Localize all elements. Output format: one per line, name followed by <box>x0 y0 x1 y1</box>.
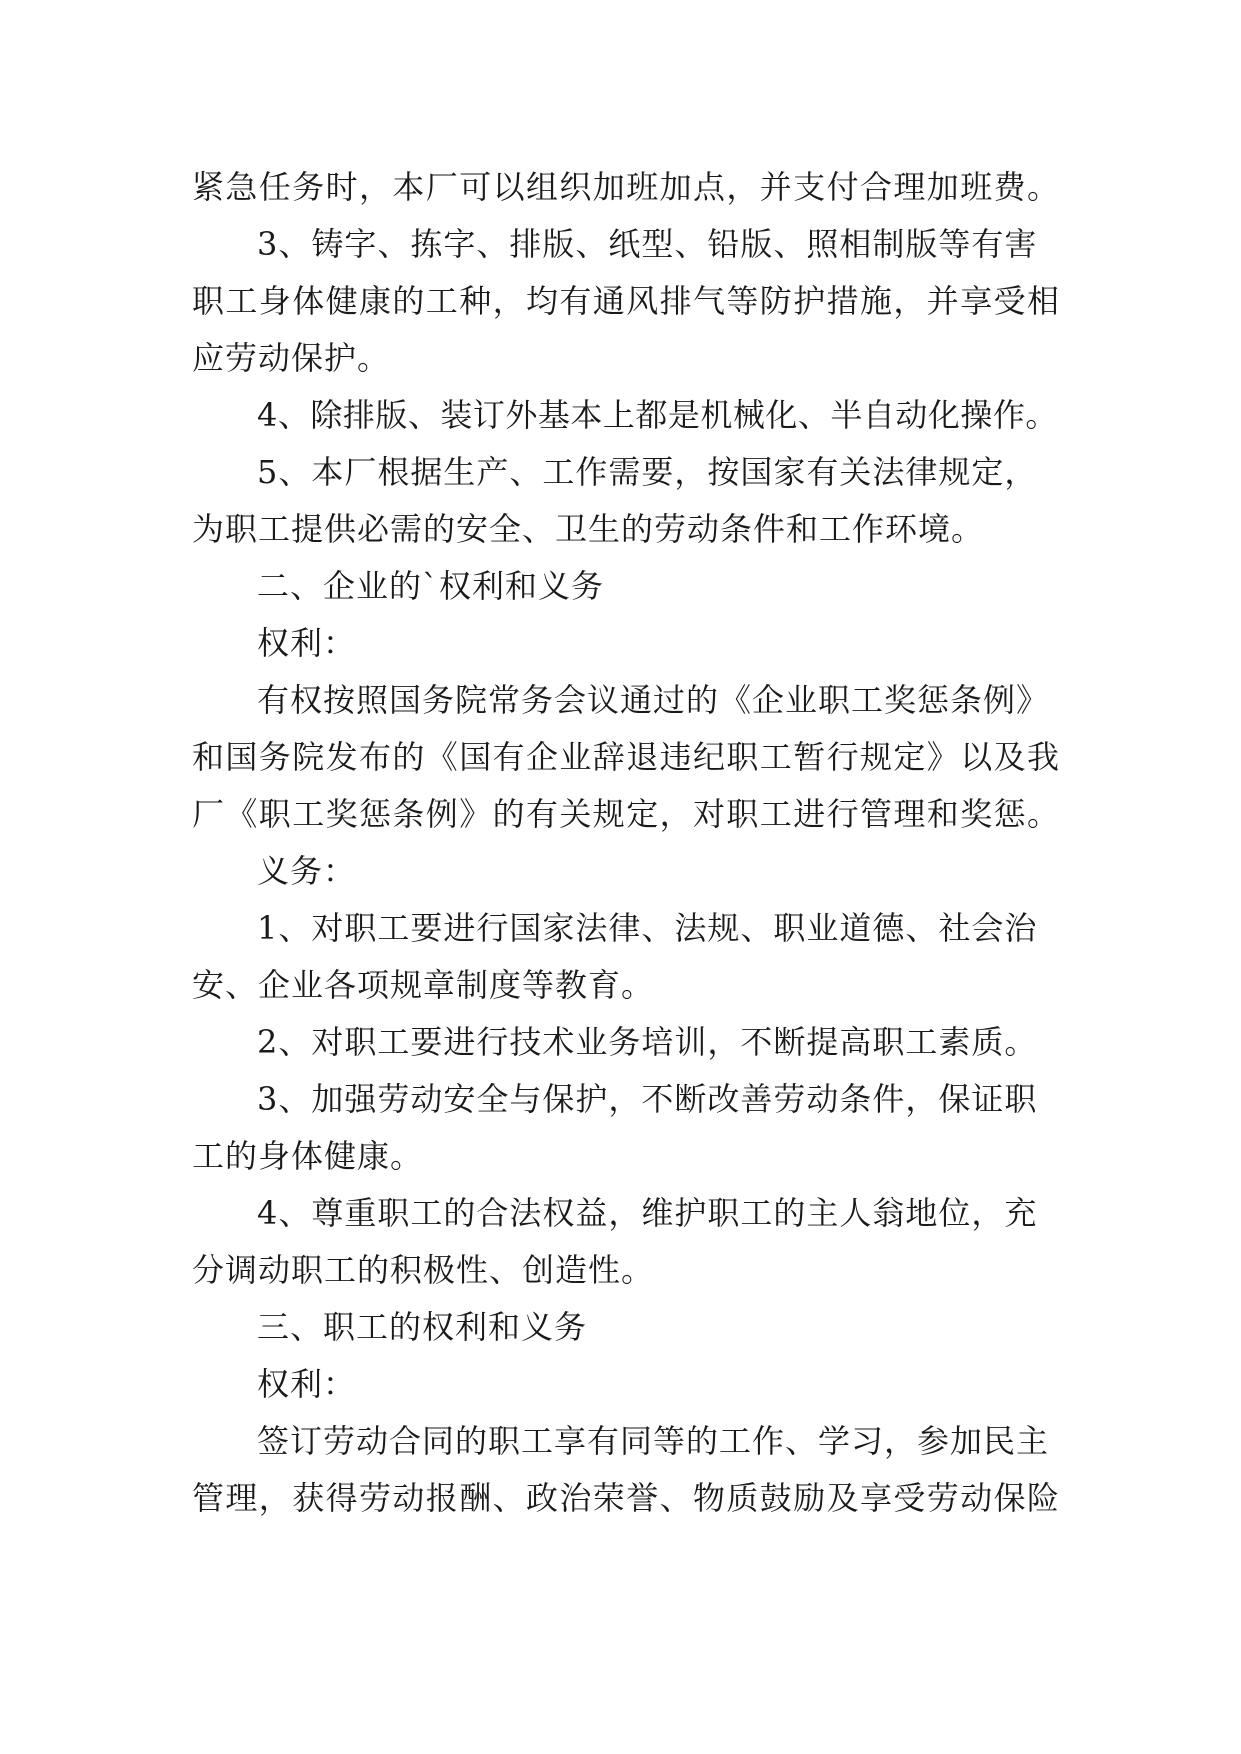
section-heading: 二、企业的`权利和义务 <box>257 567 605 605</box>
text-line: 分调动职工的积极性、创造性。 <box>192 1251 655 1289</box>
text-line: 工的身体健康。 <box>192 1137 424 1175</box>
text-line: 2、对职工要进行技术业务培训，不断提高职工素质。 <box>257 1023 1038 1061</box>
text-line: 安、企业各项规章制度等教育。 <box>192 966 655 1004</box>
subheading-duties: 义务： <box>257 852 357 890</box>
text-line: 职工身体健康的工种，均有通风排气等防护措施，并享受相 <box>192 282 1061 320</box>
subheading-rights: 权利： <box>257 624 357 662</box>
text-line: 厂《职工奖惩条例》的有关规定，对职工进行管理和奖惩。 <box>192 795 1061 833</box>
text-line: 紧急任务时，本厂可以组织加班加点，并支付合理加班费。 <box>192 168 1061 206</box>
text-line: 管理，获得劳动报酬、政治荣誉、物质鼓励及享受劳动保险 <box>192 1479 1061 1517</box>
section-heading: 三、职工的权利和义务 <box>257 1308 588 1346</box>
text-line: 4、尊重职工的合法权益，维护职工的主人翁地位，充 <box>257 1194 1038 1232</box>
text-line: 和国务院发布的《国有企业辞退违纪职工暂行规定》以及我 <box>192 738 1061 776</box>
subheading-rights: 权利： <box>257 1365 357 1403</box>
text-line: 签订劳动合同的职工享有同等的工作、学习，参加民主 <box>257 1422 1050 1460</box>
text-line: 4、除排版、装订外基本上都是机械化、半自动化操作。 <box>257 396 1058 434</box>
text-line: 3、铸字、拣字、排版、纸型、铅版、照相制版等有害 <box>257 225 1038 263</box>
text-line: 有权按照国务院常务会议通过的《企业职工奖惩条例》 <box>257 681 1050 719</box>
text-line: 5、本厂根据生产、工作需要，按国家有关法律规定， <box>257 453 1038 491</box>
text-line: 为职工提供必需的安全、卫生的劳动条件和工作环境。 <box>192 510 985 548</box>
text-line: 3、加强劳动安全与保护，不断改善劳动条件，保证职 <box>257 1080 1038 1118</box>
text-line: 1、对职工要进行国家法律、法规、职业道德、社会治 <box>257 909 1038 947</box>
text-line: 应劳动保护。 <box>192 339 391 377</box>
